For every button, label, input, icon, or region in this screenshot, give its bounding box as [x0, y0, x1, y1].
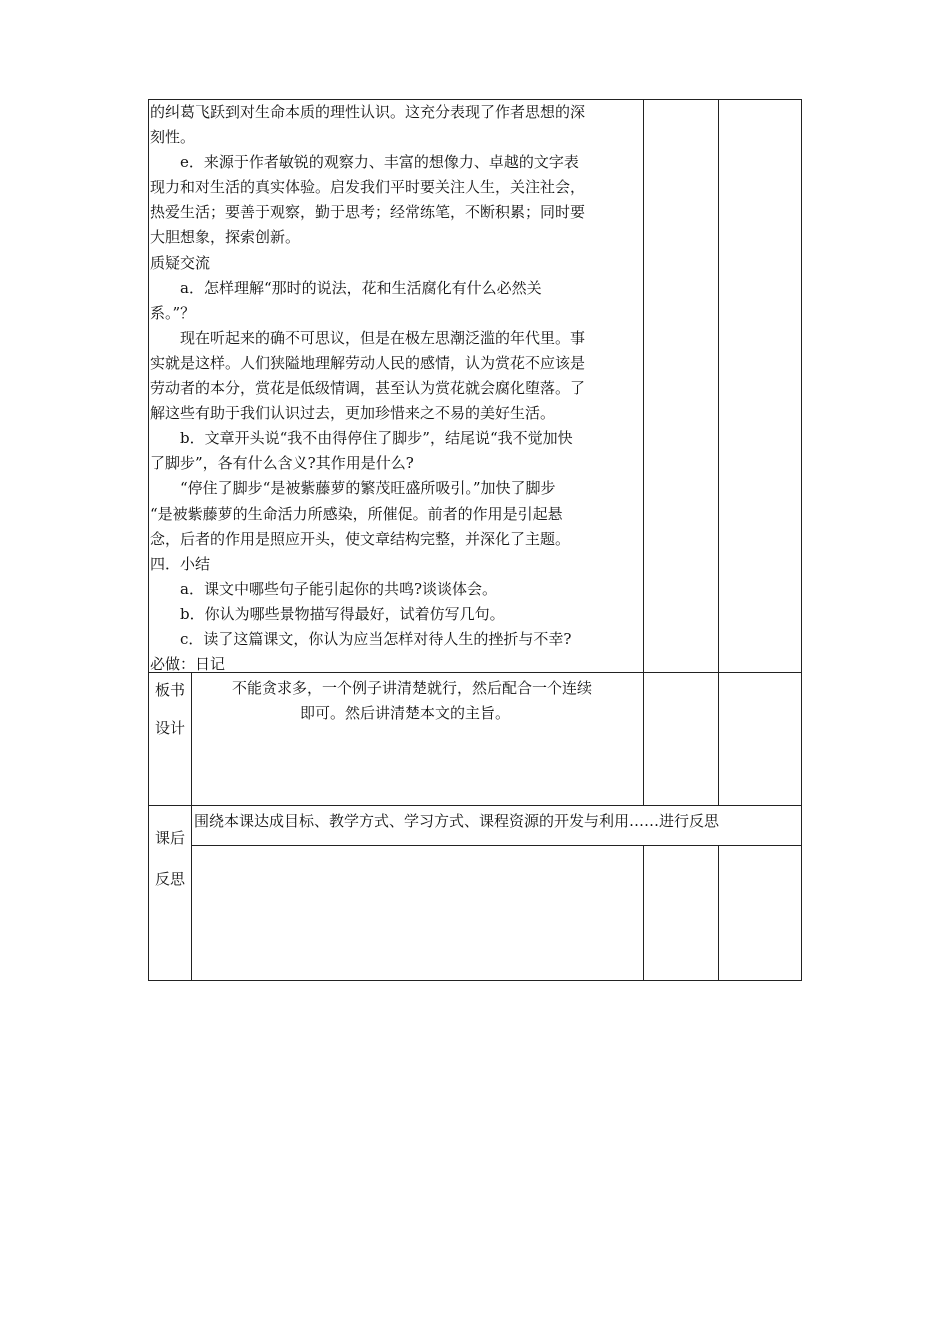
body-line: e．来源于作者敏锐的观察力、丰富的想像力、卓越的文字表 [180, 153, 579, 172]
body-line: a．课文中哪些句子能引起你的共鸣?谈谈体会。 [180, 579, 497, 598]
body-line: b．文章开头说“我不由得停住了脚步”，结尾说“我不觉加快 [180, 429, 573, 448]
table-column-divider-1 [643, 99, 644, 806]
reflection-label-line2: 反思 [155, 870, 186, 888]
body-line: c．读了这篇课文，你认为应当怎样对待人生的挫折与不幸? [180, 629, 572, 648]
reflection-content: 围绕本课达成目标、教学方式、学习方式、课程资源的开发与利用……进行反思 [194, 812, 720, 830]
table-border-left [148, 99, 149, 981]
board-content-line1: 不能贪求多，一个例子讲清楚就行，然后配合一个连续 [232, 679, 593, 697]
body-line: 了脚步”，各有什么含义?其作用是什么? [150, 454, 414, 473]
body-line: a．怎样理解“那时的说法，花和生活腐化有什么必然关 [180, 278, 542, 297]
body-line: 必做：日记 [150, 655, 226, 674]
body-line: 的纠葛飞跃到对生命本质的理性认识。这充分表现了作者思想的深 [150, 103, 586, 121]
table-divider-reflection-inner [191, 845, 802, 846]
body-line: 解这些有助于我们认识过去，更加珍惜来之不易的美好生活。 [150, 404, 556, 423]
body-line: “停住了脚步“是被紫藤萝的繁茂旺盛所吸引。”加快了脚步 [180, 479, 556, 498]
table-column-divider-2b [718, 845, 719, 981]
body-line: 系。”？ [150, 303, 196, 322]
table-label-column-divider [191, 672, 192, 981]
table-column-divider-2 [718, 99, 719, 806]
body-line: 现在听起来的确不可思议，但是在极左思潮泛滥的年代里。事 [180, 328, 586, 347]
table-divider-reflection [148, 805, 802, 806]
board-label-line1: 板书 [155, 681, 186, 699]
body-line: 刻性。 [150, 128, 196, 147]
body-line: 念，后者的作用是照应开头，使文章结构完整，并深化了主题。 [150, 529, 571, 548]
body-line: 质疑交流 [150, 253, 211, 272]
body-line: 热爱生活；要善于观察，勤于思考；经常练笔，不断积累；同时要 [150, 203, 586, 222]
body-line: b．你认为哪些景物描写得最好，试着仿写几句。 [180, 604, 505, 623]
body-line: 实就是这样。人们狭隘地理解劳动人民的感情，认为赏花不应该是 [150, 353, 586, 372]
body-line: “是被紫藤萝的生命活力所感染，所催促。前者的作用是引起悬 [150, 504, 563, 523]
table-border-right [801, 99, 802, 981]
lesson-body-text [150, 100, 643, 677]
reflection-label-line1: 课后 [155, 829, 186, 847]
board-content-line2: 即可。然后讲清楚本文的主旨。 [300, 704, 511, 722]
body-line: 大胆想象，探索创新。 [150, 228, 301, 247]
board-label-line2: 设计 [155, 719, 186, 737]
body-line: 四．小结 [150, 554, 211, 573]
table-column-divider-1b [643, 845, 644, 981]
table-border-bottom [148, 980, 802, 981]
body-line: 现力和对生活的真实体验。启发我们平时要关注人生，关注社会， [150, 178, 586, 197]
body-line: 劳动者的本分，赏花是低级情调，甚至认为赏花就会腐化堕落。了 [150, 379, 586, 398]
